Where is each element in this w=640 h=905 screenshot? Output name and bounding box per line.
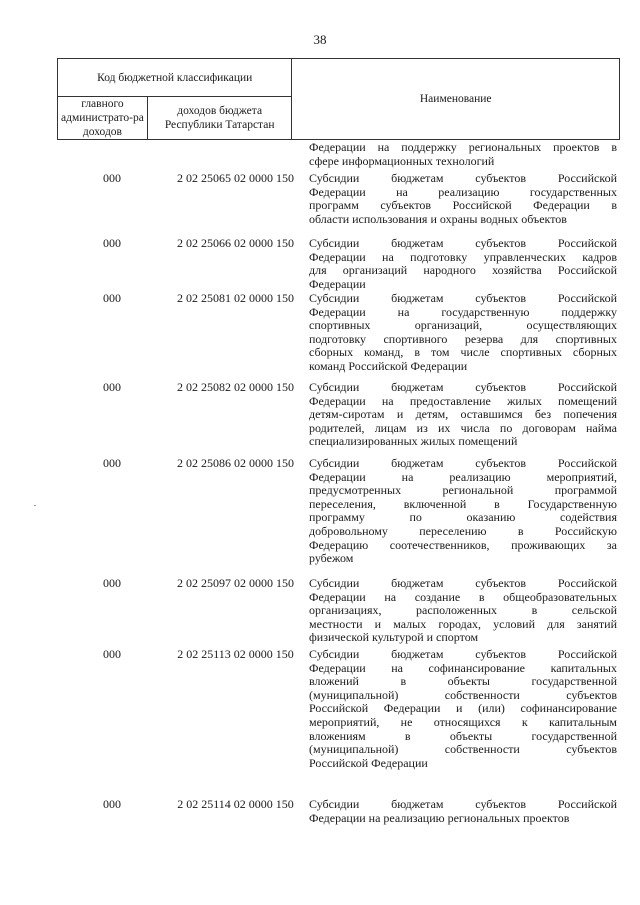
description-line: добровольному переселению в Российскую	[309, 523, 617, 538]
description-line: для организаций народного хозяйства Российской	[309, 263, 617, 278]
revenue-code: 2 02 25082 02 0000 150	[177, 380, 294, 394]
description-line: предусмотренных региональной программой	[309, 483, 617, 498]
description-line: Федерации на предоставление жилых помещений	[309, 393, 617, 408]
table-header	[57, 58, 620, 140]
description-line: Субсидии бюджетам субъектов Российской	[309, 171, 617, 185]
scan-mark	[34, 505, 36, 506]
description	[309, 457, 617, 566]
description-line: Федерации на создание в общеобразовательных	[309, 589, 617, 604]
description-line: специализированных жилых помещений	[309, 434, 518, 449]
description	[309, 381, 617, 449]
description-line: Федерации на реализацию мероприятий,	[309, 469, 617, 484]
admin-code: 000	[103, 576, 121, 590]
description-line: (муниципальной) собственности субъектов	[309, 742, 617, 757]
description-line: Федерации на поддержку региональных проектов в	[309, 140, 617, 154]
page-number: 38	[313, 32, 327, 47]
description-line: Субсидии бюджетам субъектов Российской	[309, 797, 617, 811]
description-line: вложений в объекты государственной	[309, 674, 617, 689]
description-line: подготовку спортивного резерва для спортивных	[309, 331, 617, 346]
admin-code: 000	[103, 647, 121, 661]
description	[309, 237, 617, 291]
revenue-code: 2 02 25066 02 0000 150	[177, 236, 294, 250]
description	[309, 141, 617, 168]
description	[309, 172, 617, 226]
description-line: команд Российской Федерации	[309, 358, 468, 373]
description-line: детям-сиротам и детям, оставшимся без попечения	[309, 407, 617, 422]
header-revenue-column: доходов бюджета Республики Татарстан	[147, 97, 292, 140]
description-line: программу по оказанию содействия	[309, 510, 617, 525]
description-line: области использования и охраны водных объектов	[309, 211, 567, 226]
description-line: переселения, включенной в Государственную	[309, 496, 617, 511]
description-line: Федерации на подготовку управленческих кадров	[309, 249, 617, 264]
description-line: Российской Федерации и (или) софинансирование	[309, 701, 617, 716]
revenue-code: 2 02 25113 02 0000 150	[177, 647, 294, 661]
description-line: Федерации на софинансирование капитальных	[309, 660, 617, 675]
description-line: Субсидии бюджетам субъектов Российской	[309, 380, 617, 394]
admin-code: 000	[103, 291, 121, 305]
description-line: Федерации на государственную поддержку	[309, 304, 617, 319]
description-line: Субсидии бюджетам субъектов Российской	[309, 236, 617, 250]
description-line: родителей, лицам из их числа по договорам найма	[309, 420, 617, 435]
description-line: спортивных организаций, осуществляющих	[309, 318, 617, 333]
revenue-code: 2 02 25114 02 0000 150	[177, 797, 294, 811]
description	[309, 292, 617, 374]
description-line: программ субъектов Российской Федерации в	[309, 198, 617, 213]
description-line: вложениям в объекты государственной	[309, 728, 617, 743]
description-line: Субсидии бюджетам субъектов Российской	[309, 456, 617, 470]
admin-code: 000	[103, 456, 121, 470]
header-group-title: Код бюджетной классификации	[58, 59, 292, 97]
admin-code: 000	[103, 236, 121, 250]
description-line: Федерацию соотечественников, проживающих за	[309, 537, 617, 552]
description-line: рубежом	[309, 551, 354, 566]
revenue-code: 2 02 25081 02 0000 150	[177, 291, 294, 305]
description-line: Субсидии бюджетам субъектов Российской	[309, 291, 617, 305]
description	[309, 798, 617, 825]
description-line: сфере информационных технологий	[309, 153, 495, 168]
revenue-code: 2 02 25097 02 0000 150	[177, 576, 294, 590]
revenue-code: 2 02 25086 02 0000 150	[177, 456, 294, 470]
description-line: мероприятий, не относящихся к капитальным	[309, 714, 617, 729]
description-line: Субсидии бюджетам субъектов Российской	[309, 647, 617, 661]
header-admin-column: главного администрато-ра доходов	[58, 97, 148, 140]
description-line: (муниципальной) собственности субъектов	[309, 687, 617, 702]
description-line: Федерации на реализацию региональных проектов	[309, 810, 570, 825]
revenue-code: 2 02 25065 02 0000 150	[177, 171, 294, 185]
admin-code: 000	[103, 797, 121, 811]
description-line: организациях, расположенных в сельской	[309, 603, 617, 618]
description	[309, 648, 617, 770]
admin-code: 000	[103, 380, 121, 394]
description	[309, 577, 617, 645]
description-line: сборных команд, в том числе спортивных сборных	[309, 345, 617, 360]
description-line: Федерации на реализацию государственных	[309, 184, 617, 199]
description-line: Федерации	[309, 276, 366, 291]
description-line: Субсидии бюджетам субъектов Российской	[309, 576, 617, 590]
description-line: местности и малых городах, условий для занятий	[309, 616, 617, 631]
description-line: Российской Федерации	[309, 755, 428, 770]
header-name-column: Наименование	[292, 59, 620, 140]
description-line: физической культурой и спортом	[309, 630, 479, 645]
admin-code: 000	[103, 171, 121, 185]
